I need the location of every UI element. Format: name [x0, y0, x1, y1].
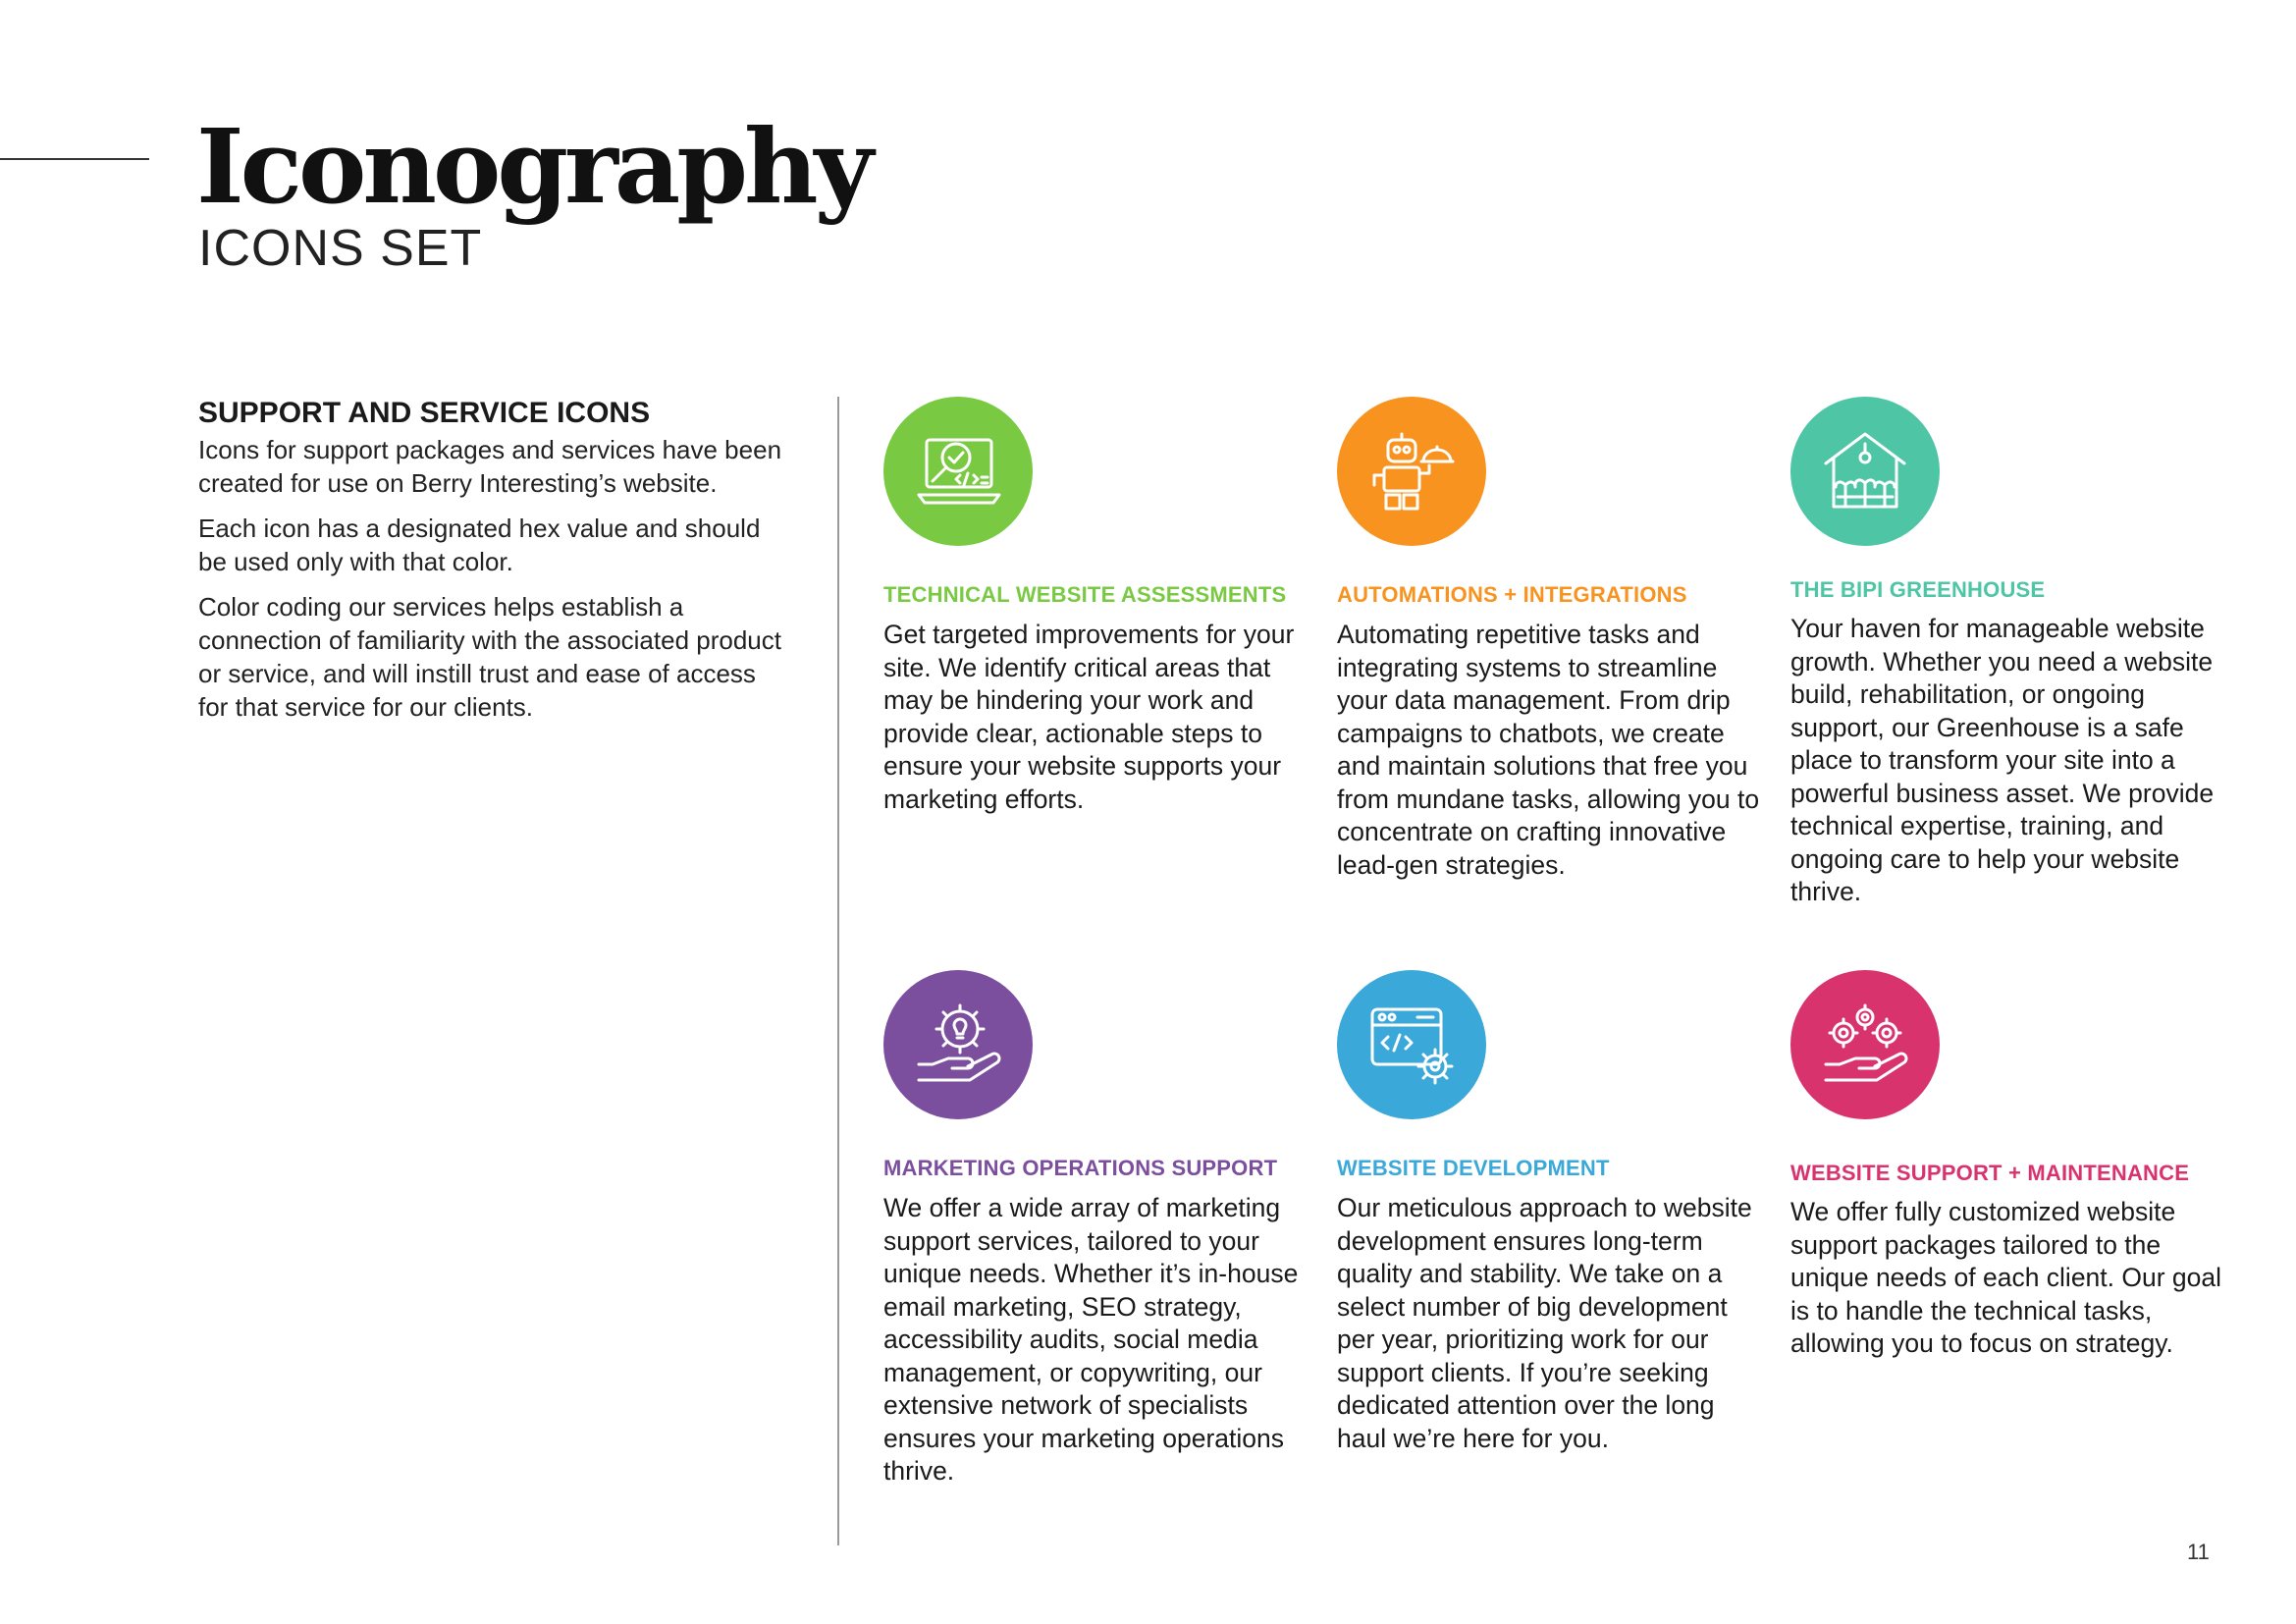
- service-card-marketing-ops: [883, 970, 1315, 1486]
- page-number: 11: [2187, 1540, 2210, 1564]
- service-title: AUTOMATIONS + INTEGRATIONS: [1337, 582, 1687, 607]
- page-subtitle: ICONS SET: [198, 220, 483, 277]
- service-title: THE BIPI GREENHOUSE: [1790, 577, 2046, 602]
- service-icon-circle: [1790, 397, 1940, 546]
- service-description: We offer a wide array of marketing support services, tailored to your unique needs. Whether it’s in-house email marketing, SEO strategy, accessibility audits, social media management, or copywriting, our extensive network of specialists ensures your marketing operations thrive.: [883, 1193, 1299, 1486]
- service-title: TECHNICAL WEBSITE ASSESSMENTS: [883, 582, 1287, 607]
- service-card-website-development: [1337, 970, 1769, 1453]
- greenhouse-icon: [1816, 422, 1914, 520]
- service-description: Get targeted improvements for your site. We identify critical areas that may be hindering your work and provide clear, actionable steps to ensure your website supports your marketing efforts.: [883, 620, 1295, 814]
- column-divider: [837, 397, 839, 1545]
- browser-code-gear-icon: [1362, 996, 1461, 1094]
- header-rule: [0, 158, 149, 160]
- laptop-magnifier-check-icon: [909, 422, 1007, 520]
- intro-section: [198, 397, 787, 735]
- service-description: Your haven for manageable website growth. Whether you need a website build, rehabilitation, or ongoing support, our Greenhouse is a safe place to transform your site into a powerful business asset. We provide technical expertise, training, and ongoing care to help your website thrive.: [1790, 614, 2215, 906]
- service-description: We offer fully customized website support packages tailored to the unique needs of each client. Our goal is to handle the technical tasks, allowing you to focus on strategy.: [1790, 1197, 2222, 1358]
- intro-paragraph-3: Color coding our services helps establish a connection of familiarity with the associated product or service, and will instill trust and ease of access for that service for our clients.: [198, 591, 781, 722]
- service-icon-circle: [883, 397, 1033, 546]
- service-description: Automating repetitive tasks and integrating systems to streamline your data management. From drip campaigns to chatbots, we create and maintain solutions that free you from mundane tasks, allowing you to concentrate on crafting innovative lead-gen strategies.: [1337, 620, 1760, 880]
- intro-paragraph-2: Each icon has a designated hex value and should be used only with that color.: [198, 513, 761, 576]
- service-card-automations: [1337, 397, 1769, 880]
- hand-gears-icon: [1816, 996, 1914, 1094]
- service-title: WEBSITE DEVELOPMENT: [1337, 1156, 1610, 1180]
- service-icon-circle: [1790, 970, 1940, 1119]
- intro-heading: SUPPORT AND SERVICE ICONS: [198, 397, 651, 429]
- service-card-technical-assessments: [883, 397, 1315, 814]
- service-card-bipi-greenhouse: [1790, 397, 2222, 906]
- service-title: WEBSITE SUPPORT + MAINTENANCE: [1790, 1161, 2190, 1185]
- page-title: Iconography: [196, 106, 870, 227]
- service-icon-circle: [883, 970, 1033, 1119]
- service-description: Our meticulous approach to website development ensures long-term quality and stability. We take on a select number of big development per year, prioritizing work for our support clients. If you’re seeking dedicated attention over the long haul we’re here for you.: [1337, 1193, 1752, 1453]
- service-icon-circle: [1337, 970, 1486, 1119]
- intro-paragraph-1: Icons for support packages and services have been created for use on Berry Interesting’s website.: [198, 434, 782, 498]
- robot-serving-icon: [1362, 422, 1461, 520]
- service-card-support-maintenance: [1790, 970, 2222, 1358]
- service-icon-circle: [1337, 397, 1486, 546]
- service-title: MARKETING OPERATIONS SUPPORT: [883, 1156, 1278, 1180]
- hand-gear-bulb-icon: [909, 996, 1007, 1094]
